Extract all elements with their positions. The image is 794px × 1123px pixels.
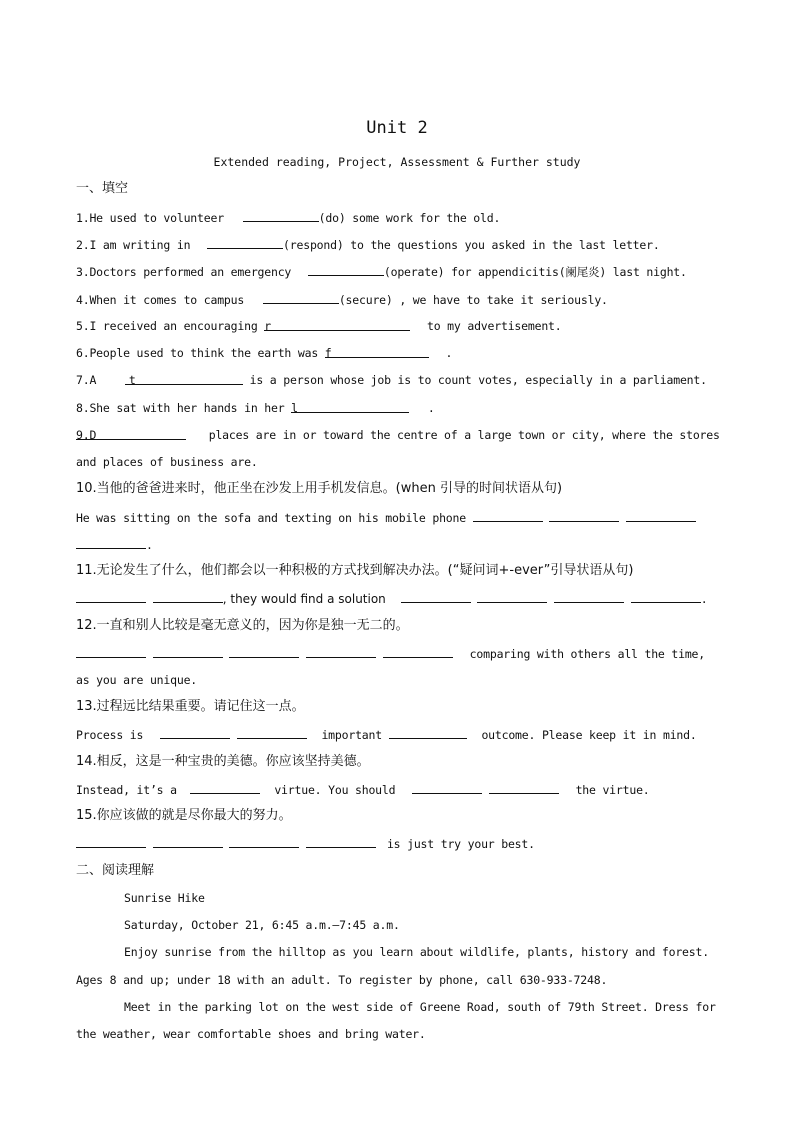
paragraph-2-line-1: Meet in the parking lot on the west side of Greene Road, south of 79th Street. Dress for — [124, 1000, 716, 1014]
page-subtitle: Extended reading, Project, Assessment & Further study — [213, 155, 581, 169]
q5-text-before: 5.I received an encouraging — [76, 319, 258, 333]
q8-blank[interactable] — [291, 400, 409, 413]
question-1 — [76, 209, 500, 226]
q9-prefix: 9.D — [76, 428, 97, 442]
q7-text-before: 7.A — [76, 373, 97, 387]
q8-text-after: . — [427, 401, 435, 415]
q1-blank[interactable] — [243, 209, 319, 222]
section-heading-reading: 二、阅读理解 — [76, 863, 155, 878]
q3-text-after: (operate) for appendicitis(阑尾炎) last night. — [383, 265, 687, 279]
q13-text-3: outcome. Please keep it in mind. — [481, 728, 697, 742]
paragraph-1-line-2: Ages 8 and up; under 18 with an adult. To register by phone, call 630-933-7248. — [76, 973, 608, 987]
q1-text-after: (do) some work for the old. — [318, 211, 501, 225]
q10-english-text: He was sitting on the sofa and texting on his mobile phone — [76, 511, 466, 525]
q6-initial-letter: f — [324, 346, 332, 360]
q6-blank[interactable] — [325, 345, 429, 358]
section-heading-fill-blanks: 一、填空 — [76, 181, 129, 196]
q11-blank-2[interactable] — [153, 590, 223, 603]
q9-blank[interactable] — [76, 427, 186, 440]
q12-english-line — [76, 645, 705, 662]
paragraph-1-line-1: Enjoy sunrise from the hilltop as you learn about wildlife, plants, history and forest. — [124, 945, 709, 959]
q13-english-line — [76, 726, 697, 743]
question-2 — [76, 236, 660, 253]
q6-text-before: 6.People used to think the earth was — [76, 346, 319, 360]
q10-blank-3[interactable] — [626, 509, 696, 522]
q10-chinese-prompt: 10.当他的爸爸进来时，他正坐在沙发上用手机发信息。(when 引导的时间状语从句) — [76, 481, 563, 496]
q13-blank-1[interactable] — [160, 726, 230, 739]
paragraph-2-line-2: the weather, wear comfortable shoes and bring water. — [76, 1027, 426, 1041]
q15-blank-4[interactable] — [306, 835, 376, 848]
q11-english-text: , they would find a solution — [222, 592, 386, 606]
q9-text-line2: and places of business are. — [76, 455, 258, 469]
q8-text-before: 8.She sat with her hands in her — [76, 401, 285, 415]
q12-english-text-2: as you are unique. — [76, 673, 198, 687]
q5-initial-letter: r — [264, 319, 272, 333]
q5-text-after: to my advertisement. — [427, 319, 562, 333]
q3-text-before: 3.Doctors performed an emergency — [76, 265, 292, 279]
q13-text-2: important — [321, 728, 382, 742]
q11-blank-4[interactable] — [477, 590, 547, 603]
question-7 — [76, 372, 707, 388]
q13-blank-2[interactable] — [237, 726, 307, 739]
event-time: Saturday, October 21, 6:45 a.m.—7:45 a.m. — [124, 918, 400, 932]
q2-text-after: (respond) to the questions you asked in the last letter. — [283, 238, 660, 252]
q3-blank[interactable] — [308, 263, 384, 276]
q14-blank-2[interactable] — [412, 781, 482, 794]
q15-blank-3[interactable] — [229, 835, 299, 848]
q7-text-after: is a person whose job is to count votes, especially in a parliament. — [249, 373, 707, 387]
q14-text-2: virtue. You should — [274, 783, 396, 797]
q7-blank[interactable] — [125, 372, 243, 385]
q13-chinese-prompt: 13.过程远比结果重要。请记住这一点。 — [76, 699, 305, 714]
q6-text-after: . — [445, 346, 453, 360]
q9-text-line1: places are in or toward the centre of a large town or city, where the stores — [208, 428, 720, 442]
q12-blank-4[interactable] — [306, 645, 376, 658]
q15-english-text: is just try your best. — [386, 837, 535, 851]
question-5 — [76, 318, 562, 334]
q4-text-after: (secure) , we have to take it seriously. — [338, 293, 608, 307]
event-title: Sunrise Hike — [124, 891, 205, 905]
q12-chinese-prompt: 12.一直和别人比较是毫无意义的，因为你是独一无二的。 — [76, 618, 409, 633]
q14-text-3: the virtue. — [575, 783, 650, 797]
q11-chinese-prompt: 11.无论发生了什么，他们都会以一种积极的方式找到解决办法。(“疑问词+-ever”引导状语从句) — [76, 563, 634, 578]
q11-blank-1[interactable] — [76, 590, 146, 603]
question-4 — [76, 291, 608, 308]
q4-blank[interactable] — [263, 291, 339, 304]
question-6 — [76, 345, 452, 361]
q15-chinese-prompt: 15.你应该做的就是尽你最大的努力。 — [76, 808, 292, 823]
q14-chinese-prompt: 14.相反，这是一种宝贵的美德。你应该坚持美德。 — [76, 754, 370, 769]
q8-initial-letter: l — [291, 401, 298, 415]
q2-text-before: 2.I am writing in — [76, 238, 191, 252]
q11-blank-6[interactable] — [631, 590, 701, 603]
q12-blank-5[interactable] — [383, 645, 453, 658]
q2-blank[interactable] — [207, 236, 283, 249]
q14-text-1: Instead, it’s a — [76, 783, 177, 797]
q10-blank-4[interactable] — [76, 536, 146, 549]
q14-english-line — [76, 781, 650, 798]
question-9 — [76, 427, 720, 443]
page-title: Unit 2 — [366, 118, 428, 138]
q15-english-line — [76, 835, 535, 852]
q7-initial-letter: t — [128, 373, 136, 387]
q10-blank-2[interactable] — [549, 509, 619, 522]
q10-english-line2: . — [76, 536, 153, 553]
q13-text-1: Process is — [76, 728, 144, 742]
q10-blank-1[interactable] — [473, 509, 543, 522]
q11-blank-5[interactable] — [554, 590, 624, 603]
q4-text-before: 4.When it comes to campus — [76, 293, 245, 307]
q11-english-line: , they would find a solution . — [76, 590, 707, 607]
q12-blank-1[interactable] — [76, 645, 146, 658]
q11-blank-3[interactable] — [401, 590, 471, 603]
q13-blank-3[interactable] — [389, 726, 467, 739]
q15-blank-2[interactable] — [153, 835, 223, 848]
q14-blank-1[interactable] — [190, 781, 260, 794]
q12-blank-3[interactable] — [229, 645, 299, 658]
q1-text-before: 1.He used to volunteer — [76, 211, 224, 225]
q5-blank[interactable] — [264, 318, 410, 331]
q15-blank-1[interactable] — [76, 835, 146, 848]
q12-english-text-1: comparing with others all the time, — [469, 647, 705, 661]
question-8 — [76, 400, 435, 416]
q14-blank-3[interactable] — [489, 781, 559, 794]
question-3 — [76, 263, 687, 280]
q12-blank-2[interactable] — [153, 645, 223, 658]
q10-english-line — [76, 509, 696, 526]
